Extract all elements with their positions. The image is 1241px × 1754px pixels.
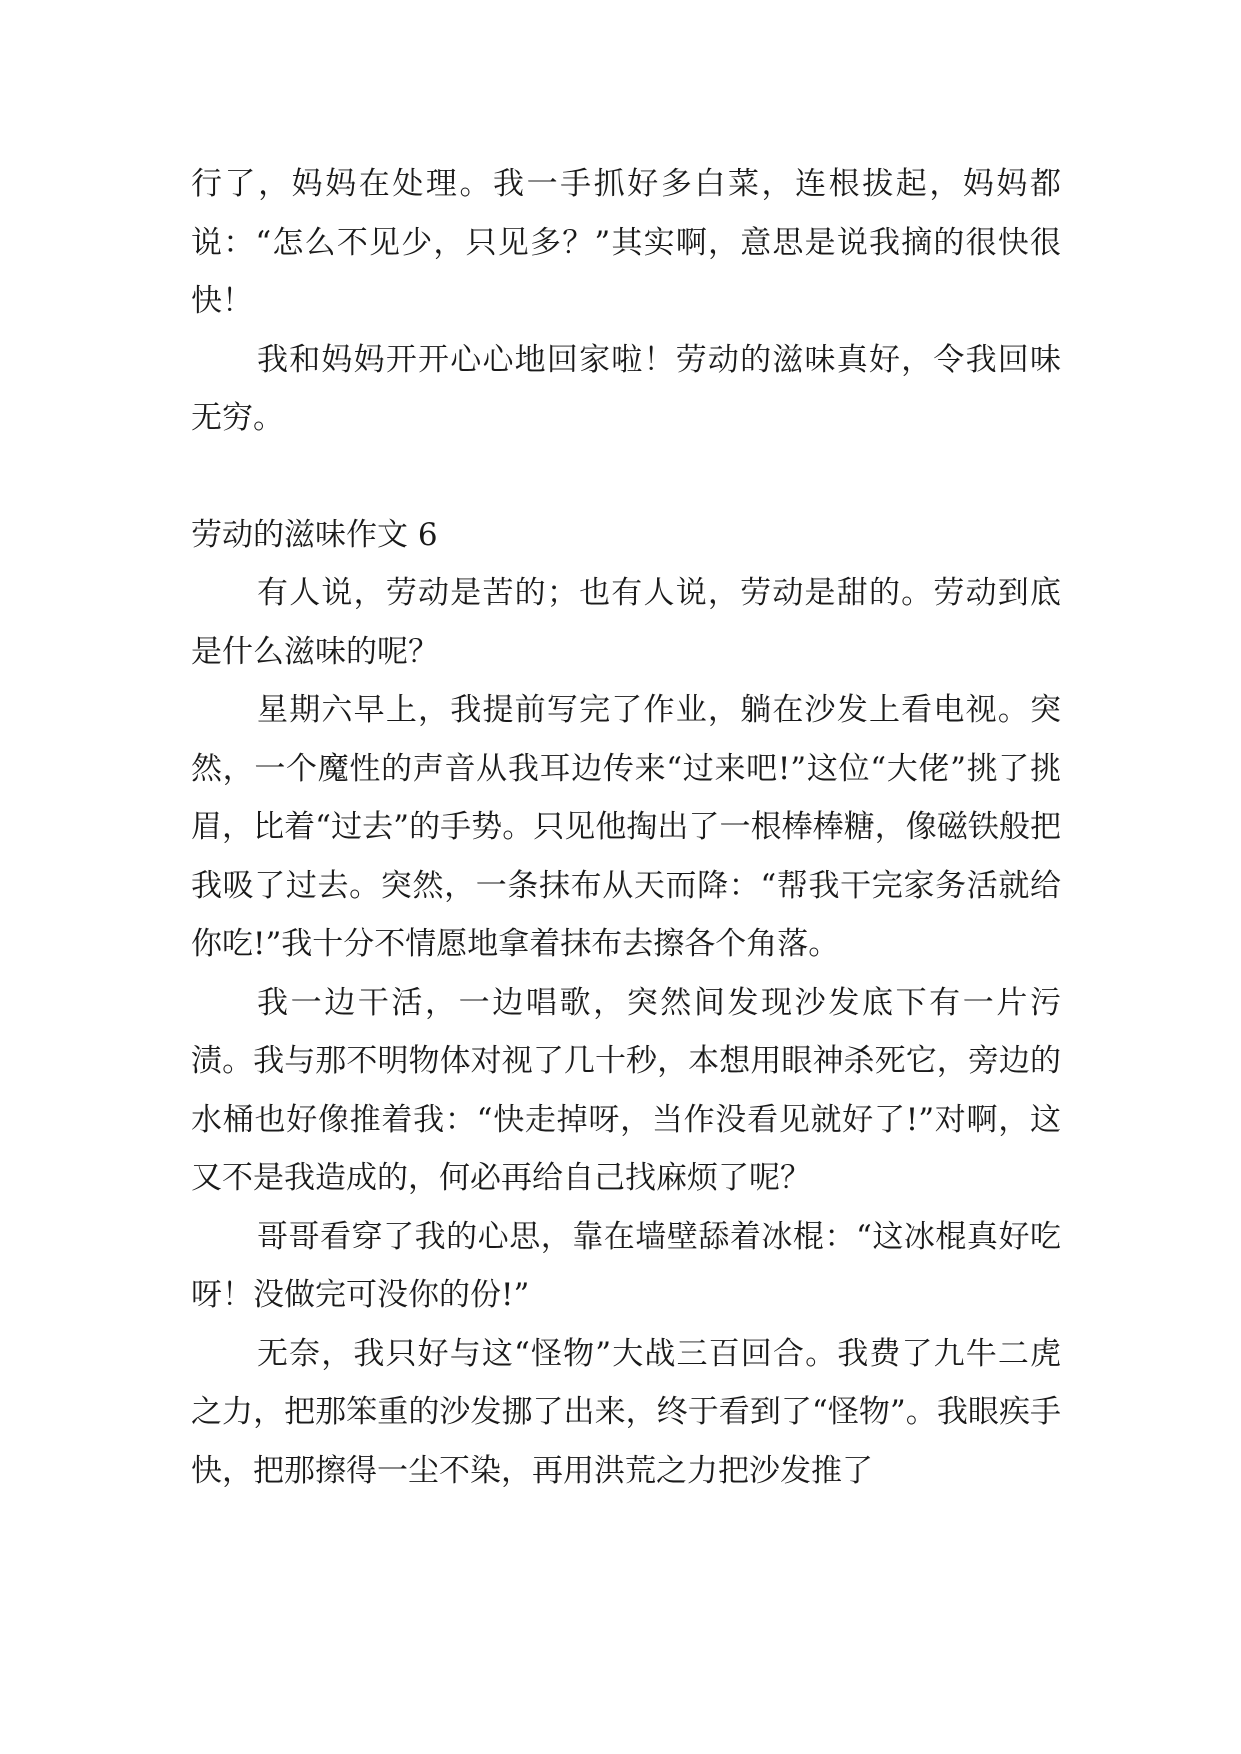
section-spacer (191, 448, 1061, 506)
paragraph: 星期六早上，我提前写完了作业，躺在沙发上看电视。突然，一个魔性的声音从我耳边传来“过来吧!”这位“大佬”挑了挑眉，比着“过去”的手势。只见他掏出了一根棒棒糖，像磁铁般把我吸了过去。突然，一条抹布从天而降：“帮我干完家务活就给你吃!”我十分不情愿地拿着抹布去擦各个角落。 (191, 692, 1061, 962)
paragraph: 无奈，我只好与这“怪物”大战三百回合。我费了九牛二虎之力，把那笨重的沙发挪了出来，终于看到了“怪物”。我眼疾手快，把那擦得一尘不染，再用洪荒之力把沙发推了 (191, 1335, 1061, 1489)
paragraph: 我和妈妈开开心心地回家啦！劳动的滋味真好，令我回味无穷。 (191, 341, 1061, 436)
paragraph-continued: 行了，妈妈在处理。我一手抓好多白菜，连根拔起，妈妈都说：“怎么不见少，只见多？”其实啊，意思是说我摘的很快很快！ (191, 166, 1061, 319)
paragraph: 有人说，劳动是苦的；也有人说，劳动是甜的。劳动到底是什么滋味的呢？ (191, 575, 1061, 670)
section-title: 劳动的滋味作文 6 (191, 516, 438, 553)
document-body (191, 155, 1061, 1500)
paragraph: 哥哥看穿了我的心思，靠在墙壁舔着冰棍：“这冰棍真好吃呀！没做完可没你的份!” (191, 1218, 1061, 1313)
paragraph: 我一边干活，一边唱歌，突然间发现沙发底下有一片污渍。我与那不明物体对视了几十秒，本想用眼神杀死它，旁边的水桶也好像推着我：“快走掉呀，当作没看见就好了!”对啊，这又不是我造成的，何必再给自己找麻烦了呢？ (191, 984, 1061, 1196)
